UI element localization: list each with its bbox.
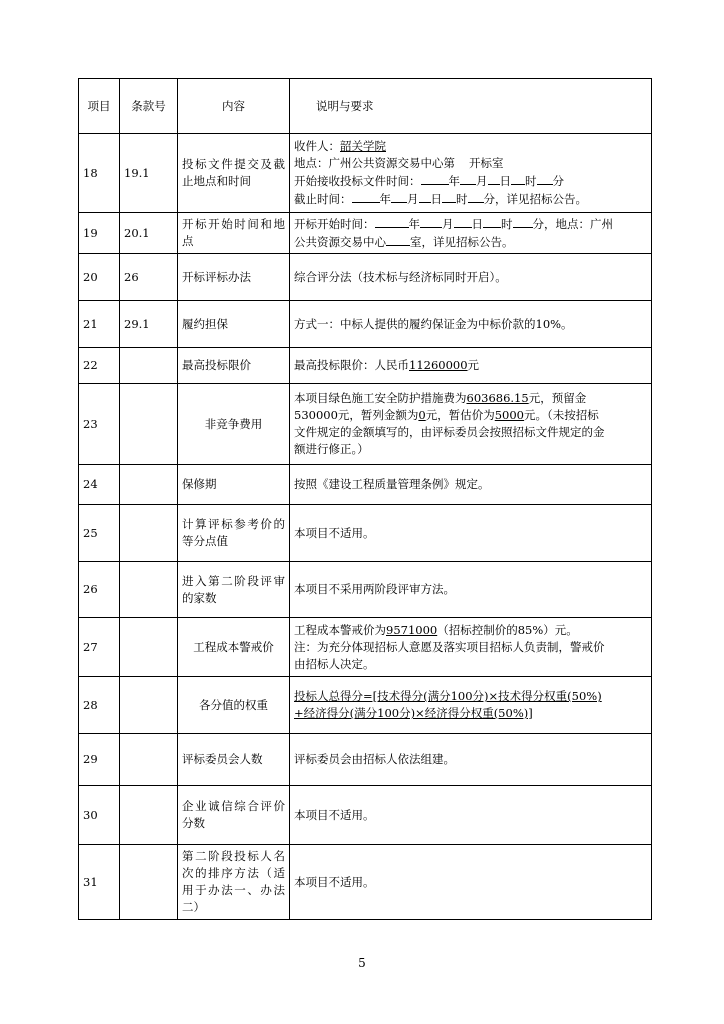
row-content: 评标委员会人数	[178, 734, 290, 786]
table-header-row	[79, 79, 652, 134]
header-item: 项目	[79, 79, 120, 134]
row-content: 开标开始时间和地点	[178, 213, 290, 254]
row-item: 22	[79, 348, 120, 384]
header-description: 说明与要求	[290, 79, 652, 134]
row-item: 25	[79, 505, 120, 562]
table-row	[79, 845, 652, 920]
table-row	[79, 618, 652, 677]
row-content: 保修期	[178, 465, 290, 505]
row-clause	[120, 845, 178, 920]
recipient-name: 韶关学院	[340, 139, 386, 153]
row-item: 24	[79, 465, 120, 505]
table-row	[79, 562, 652, 618]
row-description	[290, 134, 652, 213]
table-row	[79, 734, 652, 786]
row-clause	[120, 677, 178, 734]
row-description: 开标开始时间： 年 月 日 时 分，地点：广州 公共资源交易中心 室，详见招标公告。	[290, 213, 652, 254]
max-bid-price: 11260000	[409, 358, 468, 372]
row-description: 本项目不适用。	[290, 505, 652, 562]
row-content: 最高投标限价	[178, 348, 290, 384]
estimated-price: 5000	[494, 408, 525, 422]
table-row	[79, 465, 652, 505]
receive-time-line: 开始接收投标文件时间： 年 月 日 时 分	[294, 174, 564, 188]
table-row	[79, 213, 652, 254]
row-description: 本项目不适用。	[290, 786, 652, 845]
row-description: 本项目不采用两阶段评审方法。	[290, 562, 652, 618]
row-item: 27	[79, 618, 120, 677]
table-row	[79, 301, 652, 348]
deadline-line: 截止时间： 年 月 日 时 分，详见招标公告。	[294, 192, 587, 206]
table-row	[79, 254, 652, 301]
row-content: 开标评标办法	[178, 254, 290, 301]
table-row	[79, 348, 652, 384]
row-description: 按照《建设工程质量管理条例》规定。	[290, 465, 652, 505]
row-clause	[120, 786, 178, 845]
score-formula-line-1: 投标人总得分=[技术得分(满分100分)×技术得分权重(50%)	[294, 689, 602, 703]
row-description: 最高投标限价：人民币11260000元	[290, 348, 652, 384]
row-clause: 26	[120, 254, 178, 301]
bid-requirements-table	[78, 78, 652, 920]
row-content: 企业诚信综合评价分数	[178, 786, 290, 845]
row-clause: 20.1	[120, 213, 178, 254]
row-item: 29	[79, 734, 120, 786]
row-content: 各分值的权重	[178, 677, 290, 734]
recipient-line: 收件人：韶关学院	[294, 139, 386, 153]
row-clause	[120, 348, 178, 384]
row-description: 本项目绿色施工安全防护措施费为603686.15元，预留金 530000元，暂列金额为0元，暂估价为5000元。（未按招标 文件规定的金额填写的，由评标委员会按照招标文件规定的金 额进行修正。）	[290, 384, 652, 465]
row-item: 31	[79, 845, 120, 920]
row-item: 20	[79, 254, 120, 301]
row-item: 30	[79, 786, 120, 845]
table-row	[79, 786, 652, 845]
row-description: 评标委员会由招标人依法组建。	[290, 734, 652, 786]
row-content: 投标文件提交及截止地点和时间	[178, 134, 290, 213]
cost-warning-price: 9571000	[386, 622, 438, 637]
table-row	[79, 134, 652, 213]
row-item: 18	[79, 134, 120, 213]
row-content: 工程成本警戒价	[178, 618, 290, 677]
table-row	[79, 677, 652, 734]
score-formula-line-2: +经济得分(满分100分)×经济得分权重(50%)]	[294, 706, 533, 720]
row-clause	[120, 618, 178, 677]
row-item: 26	[79, 562, 120, 618]
row-clause: 19.1	[120, 134, 178, 213]
row-item: 23	[79, 384, 120, 465]
row-clause: 29.1	[120, 301, 178, 348]
table-row	[79, 384, 652, 465]
row-description: 工程成本警戒价为9571000（招标控制价的85%）元。 注：为充分体现招标人意愿及落实项目招标人负责制，警戒价 由招标人决定。	[290, 618, 652, 677]
row-item: 28	[79, 677, 120, 734]
row-clause	[120, 465, 178, 505]
row-item: 19	[79, 213, 120, 254]
row-content: 第二阶段投标人名次的排序方法（适用于办法一、办法二）	[178, 845, 290, 920]
provisional-sum: 0	[418, 408, 426, 422]
row-description: 方式一：中标人提供的履约保证金为中标价款的10%。	[290, 301, 652, 348]
safety-fee-amount: 603686.15	[466, 391, 529, 405]
location-line: 地点：广州公共资源交易中心第 开标室	[294, 156, 504, 170]
header-clause: 条款号	[120, 79, 178, 134]
row-item: 21	[79, 301, 120, 348]
row-description: 本项目不适用。	[290, 845, 652, 920]
row-clause	[120, 505, 178, 562]
document-page	[78, 78, 651, 920]
row-clause	[120, 384, 178, 465]
row-content: 非竞争费用	[178, 384, 290, 465]
row-description: 综合评分法（技术标与经济标同时开启）。	[290, 254, 652, 301]
row-description	[290, 677, 652, 734]
row-content: 进入第二阶段评审的家数	[178, 562, 290, 618]
row-content: 计算评标参考价的等分点值	[178, 505, 290, 562]
row-content: 履约担保	[178, 301, 290, 348]
table-row	[79, 505, 652, 562]
row-clause	[120, 562, 178, 618]
header-content: 内容	[178, 79, 290, 134]
page-number: 5	[358, 956, 366, 970]
row-clause	[120, 734, 178, 786]
